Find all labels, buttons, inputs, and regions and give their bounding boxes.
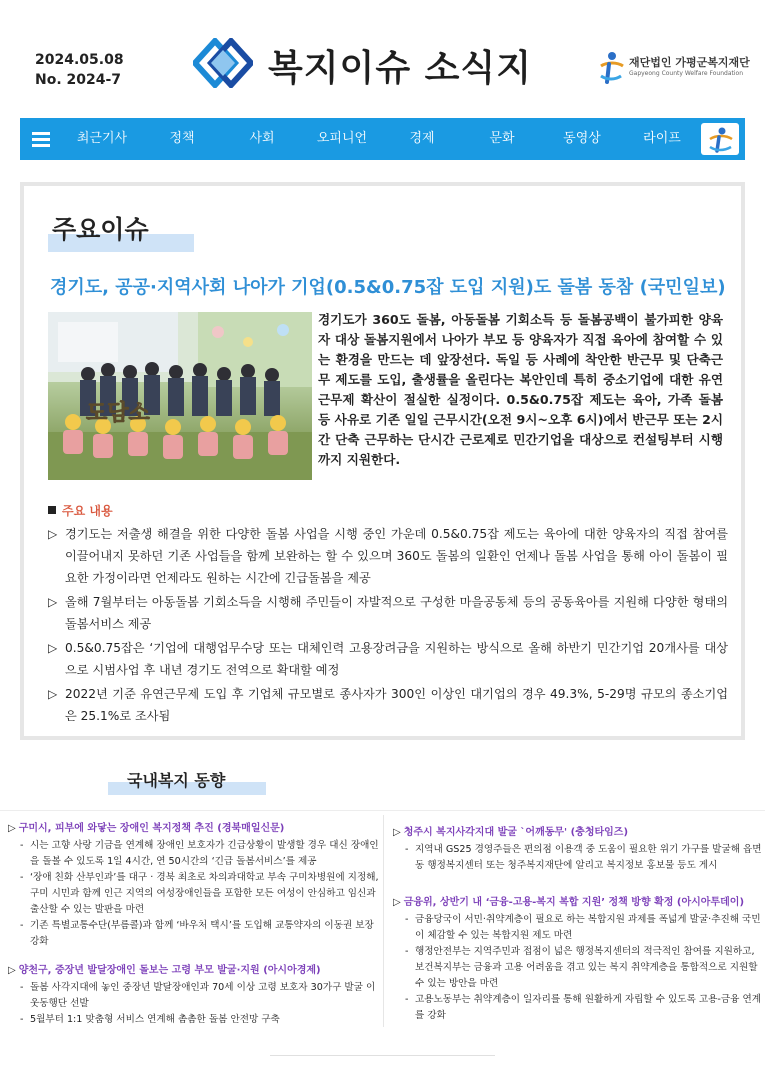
news-item xyxy=(8,820,380,950)
newsletter-logo-icon xyxy=(193,38,253,88)
news-headline-link[interactable]: ▷ 양천구, 중장년 발달장애인 돌보는 고령 부모 발굴·지원 (아시아경제) xyxy=(8,965,321,976)
lead-paragraph: 경기도가 360도 돌봄, 아동돌봄 기회소득 등 돌봄공백이 불가피한 양육자 대상 돌봄지원에서 나아가 부모 등 양육자가 직접 육아에 참여할 수 있는 환경을 만드는 데 앞장선다. 독일 등 사례에 착안한 반근무 및 단축근무 제도를 도입, 출생률을 올린다는 복안인데 특히 중소기업에 대한 유연근무제 확산이 절실한 실정이다. 0.5&0.75잡 제도는 육아, 가족 돌봄 등 사유로 기존 일일 근무시간(오전 9시~오후 6시)에서 반근무 또는 2시간 단축 근무하는 단시간 근로제로 민간기업을 대상으로 컨설팅부터 시행까지 지원한다. xyxy=(318,312,723,467)
divider xyxy=(0,810,765,811)
menu-icon[interactable] xyxy=(20,118,62,160)
nav-item-video[interactable]: 동영상 xyxy=(563,131,601,146)
issue-date: 2024.05.08 xyxy=(35,52,124,68)
news-item xyxy=(393,894,765,1024)
keypoint-item xyxy=(48,637,728,681)
keypoints-title xyxy=(48,502,113,519)
square-bullet-icon xyxy=(48,506,56,514)
nav-item-opinion[interactable]: 오피니언 xyxy=(316,131,368,146)
issue-info xyxy=(35,50,124,90)
keypoint-text: 경기도는 저출생 해결을 위한 다양한 돌봄 사업을 시행 중인 가운데 0.5&0.75잡 제도는 육아에 대한 양육자의 직접 참여를 이끌어내지 못하던 기존 사업들을 함께 보완하는 할 수 있으며 360도 돌봄의 일환인 언제나 돌봄 사업을 통해 아이 돌봄이 필요한 가정이라면 언제라도 원하는 시간에 긴급돌봄을 제공 xyxy=(65,527,728,585)
keypoint-item xyxy=(48,683,728,727)
column-divider xyxy=(383,815,384,1027)
news-bullet: - 금융당국이 서민·취약계층이 필요로 하는 복합지원 과제를 폭넓게 발굴·추진해 국민이 체감할 수 있는 복합지원 제도 마련 xyxy=(405,914,761,941)
nav-item-culture[interactable]: 문화 xyxy=(489,131,515,146)
keypoint-text: 0.5&0.75잡은 ‘기업에 대행업무수당 또는 대체인력 고용장려금을 지원하는 방식으로 올해 하반기 민간기업 20개사를 대상으로 시범사업 후 내년 경기도 전역으로 확대할 예정 xyxy=(65,641,728,677)
news-headline-link[interactable]: ▷ 구미시, 피부에 와닿는 장애인 복지정책 추진 (경북매일신문) xyxy=(8,823,285,834)
org-logo xyxy=(597,50,750,86)
nav-bar xyxy=(20,118,745,160)
triangle-bullet-icon: ▷ xyxy=(393,897,401,908)
section-title: 주요이슈 xyxy=(52,215,149,244)
triangle-bullet-icon: ▷ xyxy=(8,965,16,976)
keypoint-text: 올해 7월부터는 아동돌봄 기회소득을 시행해 주민들이 자발적으로 구성한 마을공동체 등의 공동육아를 지원해 다양한 형태의 돌봄서비스 제공 xyxy=(65,595,728,631)
news-headline-link[interactable]: ▷ 금융위, 상반기 내 ‘금융-고용-복지 복합 지원’ 정책 방향 확정 (아시아투데이) xyxy=(393,897,745,908)
nav-item-recent[interactable]: 최근기사 xyxy=(76,131,128,146)
domestic-right-column xyxy=(393,824,765,1036)
news-bullet: - 기존 특별교통수단(부름콜)과 함께 ‘바우처 택시’를 도입해 교통약자의 이동권 보장 강화 xyxy=(20,920,374,947)
photo-sign: 도담소 xyxy=(86,401,150,426)
nav-item-society[interactable]: 사회 xyxy=(249,131,275,146)
header xyxy=(0,0,765,115)
keypoint-text: 2022년 기준 유연근무제 도입 후 기업체 규모별로 종사자가 300인 이상인 대기업의 경우 49.3%, 5-29명 규모의 종소기업은 25.1%로 조사됨 xyxy=(65,687,728,723)
triangle-bullet-icon: ▷ xyxy=(8,823,16,834)
newsletter-title: 복지이슈 소식지 xyxy=(268,48,532,89)
news-headline-link[interactable]: ▷ 청주시 복지사각지대 발굴 `어깨동무' (충청타임즈) xyxy=(393,827,629,838)
news-bullet: - 5월부터 1:1 맞춤형 서비스 연계해 촘촘한 돌봄 안전망 구축 xyxy=(20,1014,280,1025)
org-name: 재단법인 가평군복지재단 xyxy=(629,56,750,69)
domestic-section-title: 국내복지 동향 xyxy=(127,771,226,790)
foundation-logo-icon xyxy=(597,50,625,84)
triangle-bullet-icon: ▷ xyxy=(48,687,58,701)
news-item xyxy=(8,962,380,1028)
news-bullet: - 행정안전부는 지역주민과 접점이 넓은 행정복지센터의 적극적인 참여를 지원하고, 보건복지부는 금융과 고용 어려움을 겪고 있는 복지 취약계층을 통합적으로 지원할 수 있는 방안을 마련 xyxy=(405,946,758,989)
article-photo xyxy=(48,312,312,480)
triangle-bullet-icon: ▷ xyxy=(48,595,58,609)
nav-foundation-icon[interactable] xyxy=(701,123,739,155)
nav-item-economy[interactable]: 경제 xyxy=(409,131,435,146)
news-bullet: - 고용노동부는 취약계층이 일자리를 통해 원활하게 자립할 수 있도록 고용-금융 연계를 강화 xyxy=(405,994,762,1021)
triangle-bullet-icon: ▷ xyxy=(48,641,58,655)
domestic-left-column xyxy=(8,820,380,1040)
news-item xyxy=(393,824,765,874)
issue-number: No. 2024-7 xyxy=(35,72,122,88)
headline-link[interactable]: 경기도, 공공·지역사회 나아가 기업(0.5&0.75잡 도입 지원)도 돌봄 동참 (국민일보) xyxy=(50,277,726,298)
nav-item-life[interactable]: 라이프 xyxy=(643,131,681,146)
news-bullet: - 지역내 GS25 경영주들은 편의점 이용객 중 도움이 필요한 위기 가구를 발굴해 읍면동 행정복지센터 또는 청주복지재단에 알리고 복지정보 홍보물 등도 게시 xyxy=(405,844,762,871)
bottom-divider xyxy=(270,1055,495,1056)
news-bullet: - 시는 고향 사랑 기금을 연계해 장애인 보호자가 긴급상황이 발생할 경우 대신 장애인을 돌볼 수 있도록 1일 4시간, 연 50시간의 ‘긴급 돌봄서비스’를 제공 xyxy=(20,840,379,867)
keypoint-item xyxy=(48,523,728,589)
triangle-bullet-icon: ▷ xyxy=(393,827,401,838)
news-bullet: - 돌봄 사각지대에 놓인 중장년 발달장애인과 70세 이상 고령 보호자 30가구 발굴 이웃동행단 선발 xyxy=(20,982,376,1009)
keypoints-title-text: 주요 내용 xyxy=(62,504,113,518)
nav-item-policy[interactable]: 정책 xyxy=(169,131,195,146)
org-name-en: Gapyeong County Welfare Foundation xyxy=(629,70,743,77)
keypoint-item xyxy=(48,591,728,635)
triangle-bullet-icon: ▷ xyxy=(48,527,58,541)
keypoints-list xyxy=(48,523,728,729)
news-bullet: - ‘장애 친화 산부인과’를 대구 · 경북 최초로 차의과대학교 부속 구미차병원에 지정해, 구미 시민과 함께 인근 지역의 여성장애인들을 포함한 모든 여성이 안심하고 임신과 출산할 수 있는 발판을 마련 xyxy=(20,872,379,915)
